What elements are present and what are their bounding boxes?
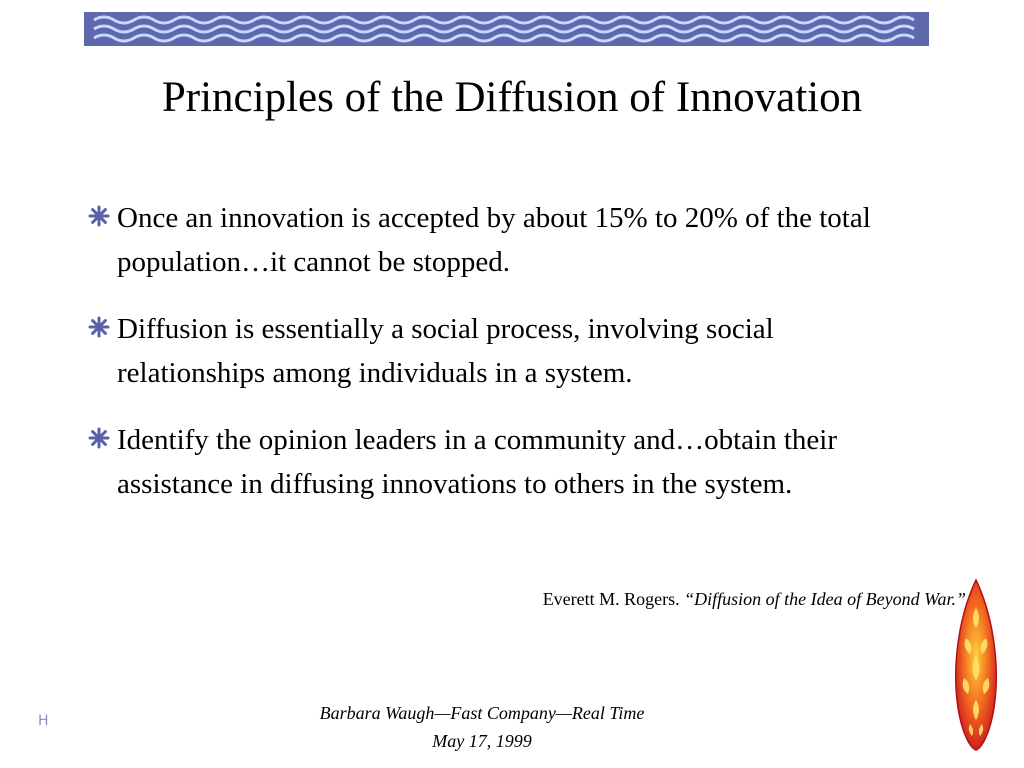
bullet-text: Identify the opinion leaders in a community and…obtain their assistance in diffusing innovations to others in the system. [117,424,837,500]
asterisk-bullet-icon [88,205,110,227]
bullet-text: Diffusion is essentially a social process, involving social relationships among individuals in a system. [117,313,774,389]
slide-title: Principles of the Diffusion of Innovation [161,74,863,121]
corner-mark: H [38,713,49,729]
asterisk-bullet-icon [88,316,110,338]
bullet-list [88,196,918,529]
citation-work: “Diffusion of the Idea of Beyond War.” [684,589,966,609]
wave-banner [84,12,929,46]
footer-date: May 17, 1999 [432,731,532,751]
citation [543,587,966,611]
bullet-text: Once an innovation is accepted by about 15% to 20% of the total population…it cannot be stopped. [117,202,871,278]
footer-credit: Barbara Waugh—Fast Company—Real Time [319,703,645,723]
asterisk-bullet-icon [88,427,110,449]
surfboard-icon [950,578,1002,752]
citation-author: Everett M. Rogers. [542,589,685,609]
bullet-item [88,196,918,284]
bullet-item [88,418,918,506]
slide-footer [262,699,702,755]
bullet-item [88,307,918,395]
